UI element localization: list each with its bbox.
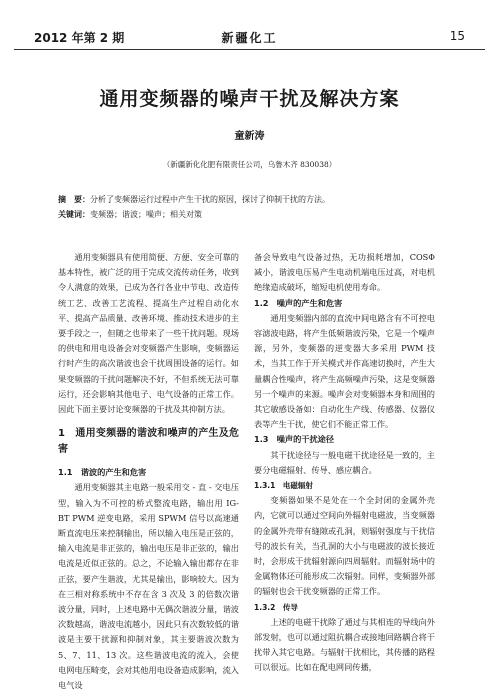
running-header (14, 29, 485, 47)
right-column (254, 250, 435, 676)
keywords (58, 208, 459, 221)
paper-title: 通用变频器的噪声干扰及解决方案 (99, 88, 400, 110)
section-1-2-heading: 1.2 噪声的产生和危害 (254, 297, 343, 308)
abstract (58, 193, 459, 206)
section-1-1-paragraph: 通用变频器其主电路一般采用交 - 直 - 交电压型，输入为不可控的桥式整流电路，输出用 IG-BT PWM 逆变电路，采用 SPWM 信号以高速通断直流电压来控制输出，所以输入电压是正弦的，输入电流是非正弦的，输出电压是非正弦的，输出电流是近似正弦的。总之，不论输入输出都存在非正弦，要产生谐波，尤其是输出，影响较大。因为在三相对称系统中不存在含 3 次及 3 的倍数次谐波分量，同时，上述电路中无偶次谐波分量，谐波次数越高，谐波电流越小，因此只有次数较低的谐波是主要干扰源和抑制对象，其主要谐波次数为 5、7、11、13 次。这些谐波电流的流入，会使电网电压畸变，会对其他用电设备造成影响，流入电气设 (58, 482, 239, 691)
header-rule (14, 49, 485, 50)
abstract-text: 分析了变频器运行过程中产生干扰的原因，探讨了抑制干扰的方法。 (90, 195, 330, 204)
abstract-label: 摘 要： (58, 194, 90, 204)
left-column (58, 250, 239, 693)
section-1-3-2-heading: 1.3.2 传导 (254, 602, 298, 612)
page-number: 15 (449, 29, 465, 43)
intro-paragraph: 通用变频器具有使用简便、方便、安全可靠的基本特性，被广泛的用于完成交流传动任务，收到令人满意的效果，已成为各行各业中节电、改造传统工艺、改善工艺流程、提高生产过程自动化水平、提高产品质量、改善环境、推动技术进步的主要手段之一，但随之也带来了一些干扰问题。现场的供电和用电设备会对变频器产生影响，变频器运行时产生的高次谐波也会干扰周围设备的运行。如果变频器的干扰问题解决不好，不但系统无法可靠运行，还会影响其他电子、电气设备的正常工作。因此下面主要讨论变频器的干扰及其抑制方法。 (58, 252, 239, 415)
author: 童新涛 (234, 131, 265, 142)
keywords-label: 关键词： (58, 209, 90, 219)
section-1-3-2-paragraph: 上述的电磁干扰除了通过与其相连的导线向外部发射，也可以通过阻抗耦合或接地回路耦合将干扰带入其它电路。与辐射干扰相比，其传播的路程可以很远。比如在配电网同传播， (254, 616, 435, 673)
affiliation: （新疆新化化肥有限责任公司，乌鲁木齐 830038） (162, 160, 337, 169)
section-1-2-paragraph: 通用变频器内部的直流中间电路含有不可控电容滤波电路，将产生低频谐波污染，它是一个噪声源，另外，变频器的逆变器大多采用 PWM 技术，当其工作于开关模式并作高速切换时，产生大量耦合性噪声，将产生高频噪声污染，这是变频器另一个噪声的来源。噪声会对变频器本身和周围的其它敏感设备如：自动化生产线、传感器、仪器仪表等产生干扰，使它们不能正常工作。 (254, 312, 435, 430)
journal-name: 新疆化工 (221, 31, 278, 45)
section-1-3-1-heading: 1.3.1 电磁辐射 (254, 481, 313, 491)
issue-label: 2012 年第 2 期 (34, 31, 125, 45)
keywords-text: 变频器；谐波；噪声；相关对策 (90, 210, 202, 219)
section-1-heading: 1 通用变频器的谐波和噪声的产生及危害 (58, 428, 239, 456)
section-1-1-heading: 1.1 谐波的产生和危害 (58, 467, 147, 478)
section-1-3-heading: 1.3 噪声的干扰途径 (254, 434, 335, 445)
section-1-3-paragraph: 其干扰途径与一般电磁干扰途径是一致的，主要分电磁辐射、传导、感应耦合。 (254, 449, 435, 475)
section-1-1-continued: 备会导致电气设备过热，无功损耗增加，COSΦ 减小，谐波电压易产生电动机端电压过高，对电机绝缘造成破坏，缩短电机使用寿命。 (254, 252, 435, 293)
section-1-3-1-paragraph: 变频器如果不是处在一个全封闭的金属外壳内，它就可以通过空间向外辐射电磁波，当变频器的金属外壳带有缝隙或孔洞，则辐射强度与干扰信号的波长有关，当孔洞的大小与电磁波的波长接近时，会形成干扰辐射源向四周辐射。而辐射场中的金属物体还可能形成二次辐射。同样，变频器外部的辐射也会干扰变频器的正常工作。 (254, 495, 435, 597)
